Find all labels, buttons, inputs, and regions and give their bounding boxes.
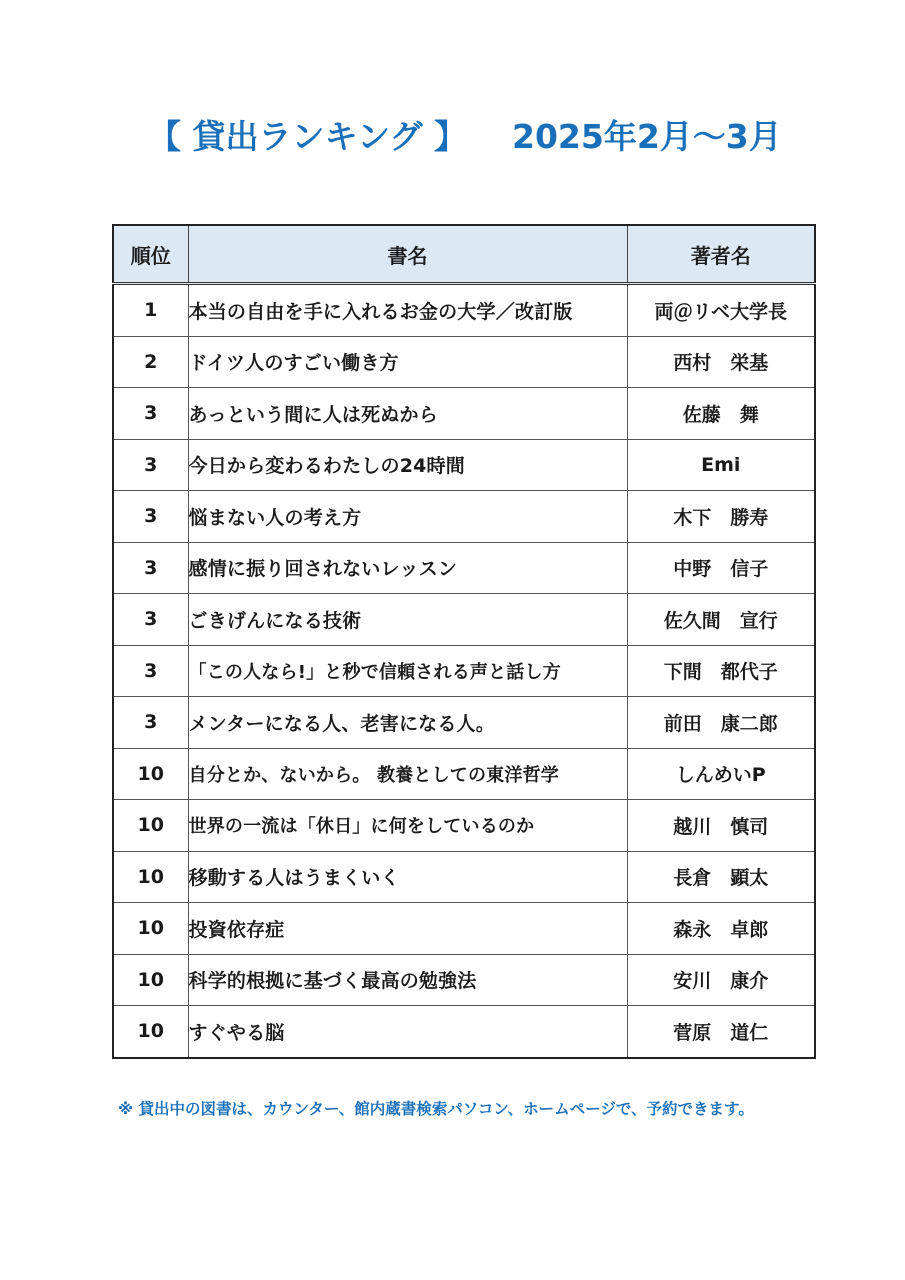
table-row [113, 388, 815, 440]
rank-cell: 10 [113, 800, 188, 852]
rank-cell: 10 [113, 954, 188, 1006]
author-cell: 前田 康二郎 [627, 697, 815, 749]
book-title-cell: 投資依存症 [188, 903, 627, 955]
book-title-cell: 「この人なら!」と秒で信頼される声と話し方 [188, 645, 627, 697]
book-title-cell: 移動する人はうまくいく [188, 851, 627, 903]
rank-cell: 3 [113, 645, 188, 697]
table-row [113, 748, 815, 800]
table-row [113, 1006, 815, 1058]
rank-cell: 3 [113, 439, 188, 491]
table-header-row [113, 225, 815, 284]
book-title-cell: 悩まない人の考え方 [188, 491, 627, 543]
author-cell: 両＠リベ大学長 [627, 284, 815, 337]
rank-cell: 3 [113, 697, 188, 749]
rank-cell: 3 [113, 594, 188, 646]
reservation-note: ※ 貸出中の図書は、カウンター、館内蔵書検索パソコン、ホームページで、予約できます。 [118, 1100, 754, 1118]
author-cell: 西村 栄基 [627, 336, 815, 388]
book-title-cell: 世界の一流は「休日」に何をしているのか [188, 800, 627, 852]
column-header-title: 書名 [188, 225, 627, 284]
table-row [113, 697, 815, 749]
page-header [0, 112, 905, 162]
author-cell: しんめいP [627, 748, 815, 800]
book-title-cell: 感情に振り回されないレッスン [188, 542, 627, 594]
author-cell: 中野 信子 [627, 542, 815, 594]
table-row [113, 800, 815, 852]
table-row [113, 284, 815, 337]
table-row [113, 645, 815, 697]
book-title-cell: 自分とか、ないから。 教養としての東洋哲学 [188, 748, 627, 800]
rank-cell: 10 [113, 903, 188, 955]
author-cell: 安川 康介 [627, 954, 815, 1006]
author-cell: Emi [627, 439, 815, 491]
column-header-rank: 順位 [113, 225, 188, 284]
table-row [113, 594, 815, 646]
ranking-period: 2025年2月～3月 [512, 117, 782, 156]
author-cell: 佐久間 宣行 [627, 594, 815, 646]
book-title-cell: 科学的根拠に基づく最高の勉強法 [188, 954, 627, 1006]
table-row [113, 439, 815, 491]
book-title-cell: 今日から変わるわたしの24時間 [188, 439, 627, 491]
book-title-cell: すぐやる脳 [188, 1006, 627, 1058]
table-row [113, 851, 815, 903]
author-cell: 木下 勝寿 [627, 491, 815, 543]
table-row [113, 491, 815, 543]
book-title-cell: あっという間に人は死ぬから [188, 388, 627, 440]
book-title-cell: ドイツ人のすごい働き方 [188, 336, 627, 388]
author-cell: 森永 卓郎 [627, 903, 815, 955]
book-title-cell: メンターになる人、老害になる人。 [188, 697, 627, 749]
rank-cell: 10 [113, 1006, 188, 1058]
column-header-author: 著者名 [627, 225, 815, 284]
book-title-cell: 本当の自由を手に入れるお金の大学／改訂版 [188, 284, 627, 337]
book-title-cell: ごきげんになる技術 [188, 594, 627, 646]
rank-cell: 10 [113, 748, 188, 800]
author-cell: 越川 慎司 [627, 800, 815, 852]
rank-cell: 10 [113, 851, 188, 903]
table-row [113, 336, 815, 388]
rank-cell: 3 [113, 491, 188, 543]
author-cell: 長倉 顕太 [627, 851, 815, 903]
author-cell: 菅原 道仁 [627, 1006, 815, 1058]
author-cell: 下間 都代子 [627, 645, 815, 697]
rank-cell: 2 [113, 336, 188, 388]
rank-cell: 1 [113, 284, 188, 337]
author-cell: 佐藤 舞 [627, 388, 815, 440]
rank-cell: 3 [113, 388, 188, 440]
page-title: 【 貸出ランキング 】 [148, 117, 467, 156]
table-row [113, 903, 815, 955]
table-row [113, 954, 815, 1006]
rank-cell: 3 [113, 542, 188, 594]
table-row [113, 542, 815, 594]
ranking-table [112, 224, 816, 1059]
